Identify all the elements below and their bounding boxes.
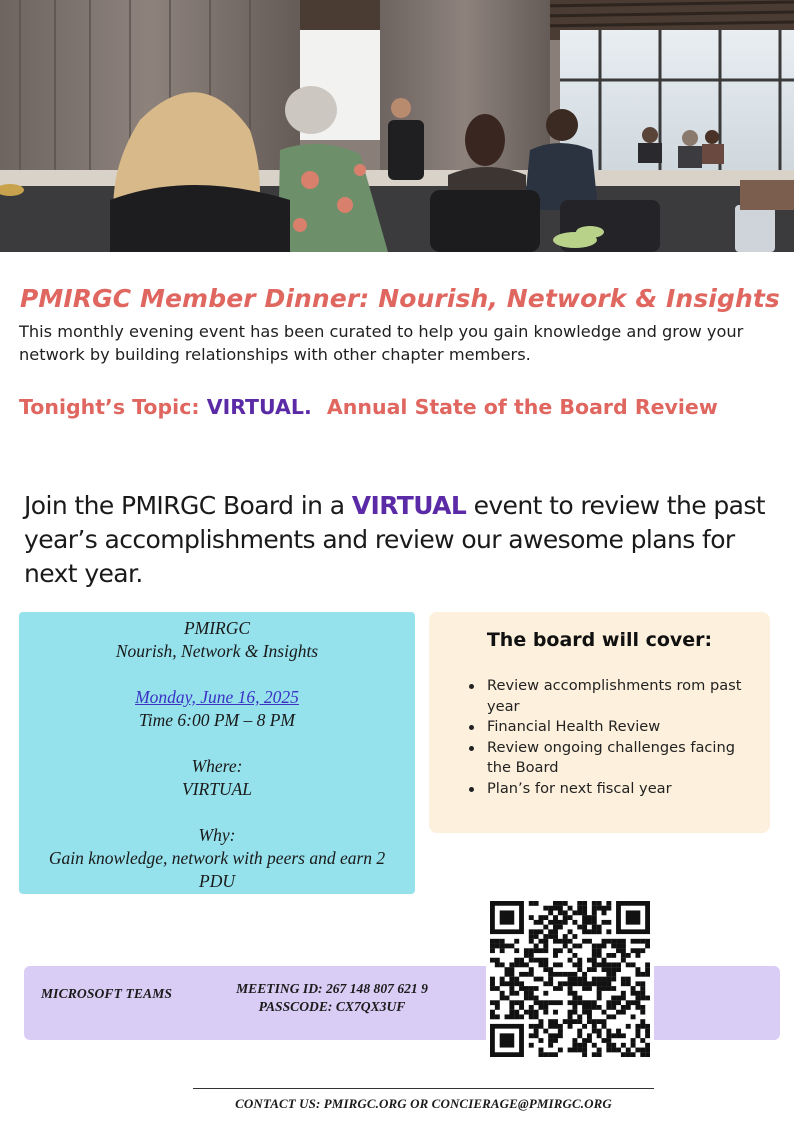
topic-virtual: VIRTUAL. bbox=[206, 395, 312, 419]
list-item: Review accomplishments rom past year bbox=[469, 676, 759, 717]
details-org: PMIRGC bbox=[183, 618, 251, 638]
page-title: PMIRGC Member Dinner: Nourish, Network & Insights bbox=[20, 284, 780, 313]
list-item: Financial Health Review bbox=[469, 717, 759, 738]
meeting-passcode: PASSCODE: CX7QX3UF bbox=[258, 999, 406, 1014]
list-item: Plan’s for next fiscal year bbox=[469, 779, 759, 800]
lead-paragraph bbox=[24, 489, 784, 591]
event-time: Time 6:00 PM – 8 PM bbox=[138, 710, 296, 730]
event-details-box bbox=[19, 612, 415, 894]
teams-meeting-bar bbox=[24, 966, 780, 1040]
where-value: VIRTUAL bbox=[182, 779, 252, 799]
meeting-id: MEETING ID: 267 148 807 621 9 bbox=[236, 981, 428, 996]
lead-after: event to review the past year’s accomplishments and review our awesome plans for next year. bbox=[24, 491, 765, 588]
details-series: Nourish, Network & Insights bbox=[115, 641, 319, 661]
topic-title: Annual State of the Board Review bbox=[326, 395, 718, 419]
contact-line: CONTACT US: PMIRGC.ORG OR CONCIERAGE@PMIRGC.ORG bbox=[235, 1096, 612, 1111]
board-heading: The board will cover: bbox=[486, 629, 713, 651]
event-photo-illustration bbox=[0, 0, 794, 252]
topic-prefix: Tonight’s Topic: bbox=[19, 395, 200, 419]
teams-platform: MICROSOFT TEAMS bbox=[41, 986, 173, 1001]
why-value: Gain knowledge, network with peers and earn 2 PDU bbox=[48, 848, 386, 891]
why-label: Why: bbox=[198, 825, 236, 845]
list-item: Review ongoing challenges facing the Board bbox=[469, 738, 759, 779]
board-topic-list bbox=[469, 676, 759, 799]
hero-photo bbox=[0, 0, 794, 252]
footer-divider bbox=[193, 1088, 654, 1089]
intro-text: This monthly evening event has been curated to help you gain knowledge and grow your network by building relationships with other chapter members. bbox=[19, 322, 744, 364]
lead-before: Join the PMIRGC Board in a bbox=[24, 491, 352, 520]
qr-code-graphic bbox=[490, 901, 650, 1057]
event-date-link[interactable]: Monday, June 16, 2025 bbox=[135, 687, 299, 707]
topic-line bbox=[19, 395, 718, 419]
lead-virtual: VIRTUAL bbox=[351, 491, 467, 520]
board-coverage-box bbox=[429, 612, 770, 833]
where-label: Where: bbox=[191, 756, 243, 776]
meeting-info bbox=[214, 980, 450, 1016]
qr-code-icon[interactable] bbox=[486, 897, 654, 1061]
